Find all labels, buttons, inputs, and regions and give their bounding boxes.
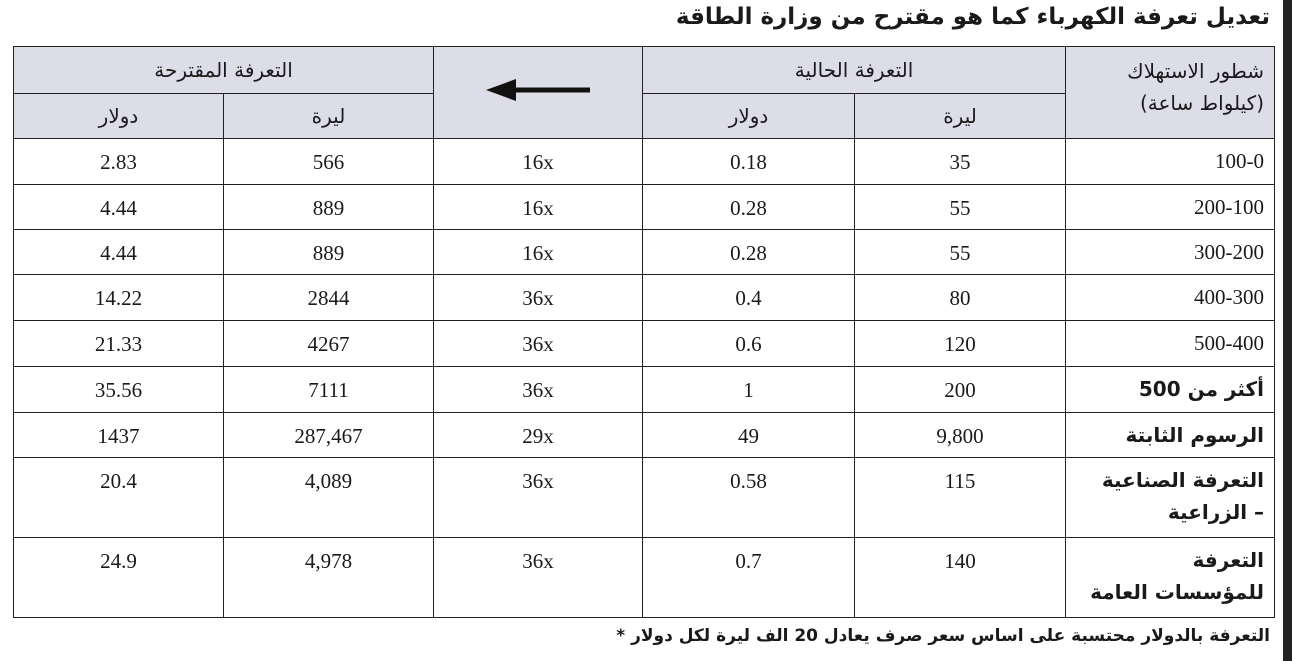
table-row: [14, 230, 1275, 275]
current-dollar-cell: 0.4: [643, 275, 855, 321]
proposed-dollar-cell: 21.33: [14, 321, 224, 366]
proposed-lira-cell: 4,089: [224, 457, 434, 537]
page-title: تعديل تعرفة الكهرباء كما هو مقترح من وزارة الطاقة: [675, 4, 1270, 30]
multiplier-cell: 16x: [434, 139, 643, 185]
current-dollar-cell: 0.7: [643, 537, 855, 617]
table-row: [14, 139, 1275, 185]
footnote: التعرفة بالدولار محتسبة على اساس سعر صرف يعادل 20 الف ليرة لكل دولار *: [616, 626, 1270, 646]
table-row: [14, 275, 1275, 321]
proposed-dollar-cell: 24.9: [14, 537, 224, 617]
multiplier-cell: 36x: [434, 366, 643, 412]
current-lira-cell: 55: [855, 185, 1066, 230]
consumption-header-line2: (كيلواط ساعة): [1139, 91, 1265, 115]
current-lira-cell: 120: [855, 321, 1066, 366]
arrow-header-cell: [434, 47, 643, 139]
table-row: [14, 185, 1275, 230]
table-row: [14, 412, 1275, 457]
table-row: [14, 457, 1275, 537]
arrow-left-icon: [486, 79, 590, 101]
proposed-dollar-cell: 4.44: [14, 230, 224, 275]
multiplier-cell: 36x: [434, 457, 643, 537]
proposed-lira-header: ليرة: [224, 94, 434, 139]
proposed-lira-cell: 889: [224, 230, 434, 275]
proposed-dollar-header: دولار: [14, 94, 224, 139]
consumption-header: [1066, 47, 1275, 139]
proposed-dollar-cell: 2.83: [14, 139, 224, 185]
current-lira-cell: 80: [855, 275, 1066, 321]
multiplier-cell: 16x: [434, 185, 643, 230]
current-lira-cell: 35: [855, 139, 1066, 185]
current-lira-cell: 200: [855, 366, 1066, 412]
current-dollar-cell: 0.28: [643, 230, 855, 275]
row-label-line1: التعرفة: [1192, 547, 1265, 572]
row-label: الرسوم الثابتة: [1066, 412, 1275, 457]
current-lira-header: ليرة: [855, 94, 1066, 139]
current-dollar-cell: 49: [643, 412, 855, 457]
current-lira-cell: 140: [855, 537, 1066, 617]
row-label-line2: – الزراعية: [1167, 499, 1265, 524]
row-label: [1066, 457, 1275, 537]
current-dollar-cell: 0.58: [643, 457, 855, 537]
row-label-line2: للمؤسسات العامة: [1090, 579, 1265, 604]
multiplier-cell: 36x: [434, 321, 643, 366]
table-row: [14, 321, 1275, 366]
row-label: 400-300: [1066, 275, 1275, 321]
table-row: [14, 366, 1275, 412]
proposed-dollar-cell: 4.44: [14, 185, 224, 230]
multiplier-cell: 36x: [434, 537, 643, 617]
proposed-lira-cell: 566: [224, 139, 434, 185]
header-row-groups: [14, 47, 1275, 94]
current-lira-cell: 55: [855, 230, 1066, 275]
multiplier-cell: 29x: [434, 412, 643, 457]
tariff-table: [13, 46, 1275, 618]
proposed-lira-cell: 889: [224, 185, 434, 230]
proposed-lira-cell: 287,467: [224, 412, 434, 457]
row-label: 300-200: [1066, 230, 1275, 275]
row-label: 100-0: [1066, 139, 1275, 185]
row-label: أكثر من 500: [1066, 366, 1275, 412]
current-dollar-cell: 1: [643, 366, 855, 412]
proposed-lira-cell: 2844: [224, 275, 434, 321]
current-lira-cell: 115: [855, 457, 1066, 537]
multiplier-cell: 16x: [434, 230, 643, 275]
proposed-tariff-header: التعرفة المقترحة: [14, 47, 434, 94]
proposed-dollar-cell: 1437: [14, 412, 224, 457]
current-lira-cell: 9,800: [855, 412, 1066, 457]
proposed-lira-cell: 4,978: [224, 537, 434, 617]
current-dollar-cell: 0.18: [643, 139, 855, 185]
table-row: [14, 537, 1275, 617]
current-dollar-cell: 0.28: [643, 185, 855, 230]
proposed-lira-cell: 7111: [224, 366, 434, 412]
multiplier-cell: 36x: [434, 275, 643, 321]
row-label-line1: التعرفة الصناعية: [1101, 467, 1265, 492]
row-label: 500-400: [1066, 321, 1275, 366]
consumption-header-line1: شطور الاستهلاك: [1127, 59, 1265, 83]
proposed-dollar-cell: 14.22: [14, 275, 224, 321]
current-tariff-header: التعرفة الحالية: [643, 47, 1066, 94]
proposed-dollar-cell: 20.4: [14, 457, 224, 537]
row-label: [1066, 537, 1275, 617]
proposed-dollar-cell: 35.56: [14, 366, 224, 412]
current-dollar-cell: 0.6: [643, 321, 855, 366]
row-label: 200-100: [1066, 185, 1275, 230]
page-edge-divider: [1283, 0, 1292, 661]
current-dollar-header: دولار: [643, 94, 855, 139]
proposed-lira-cell: 4267: [224, 321, 434, 366]
